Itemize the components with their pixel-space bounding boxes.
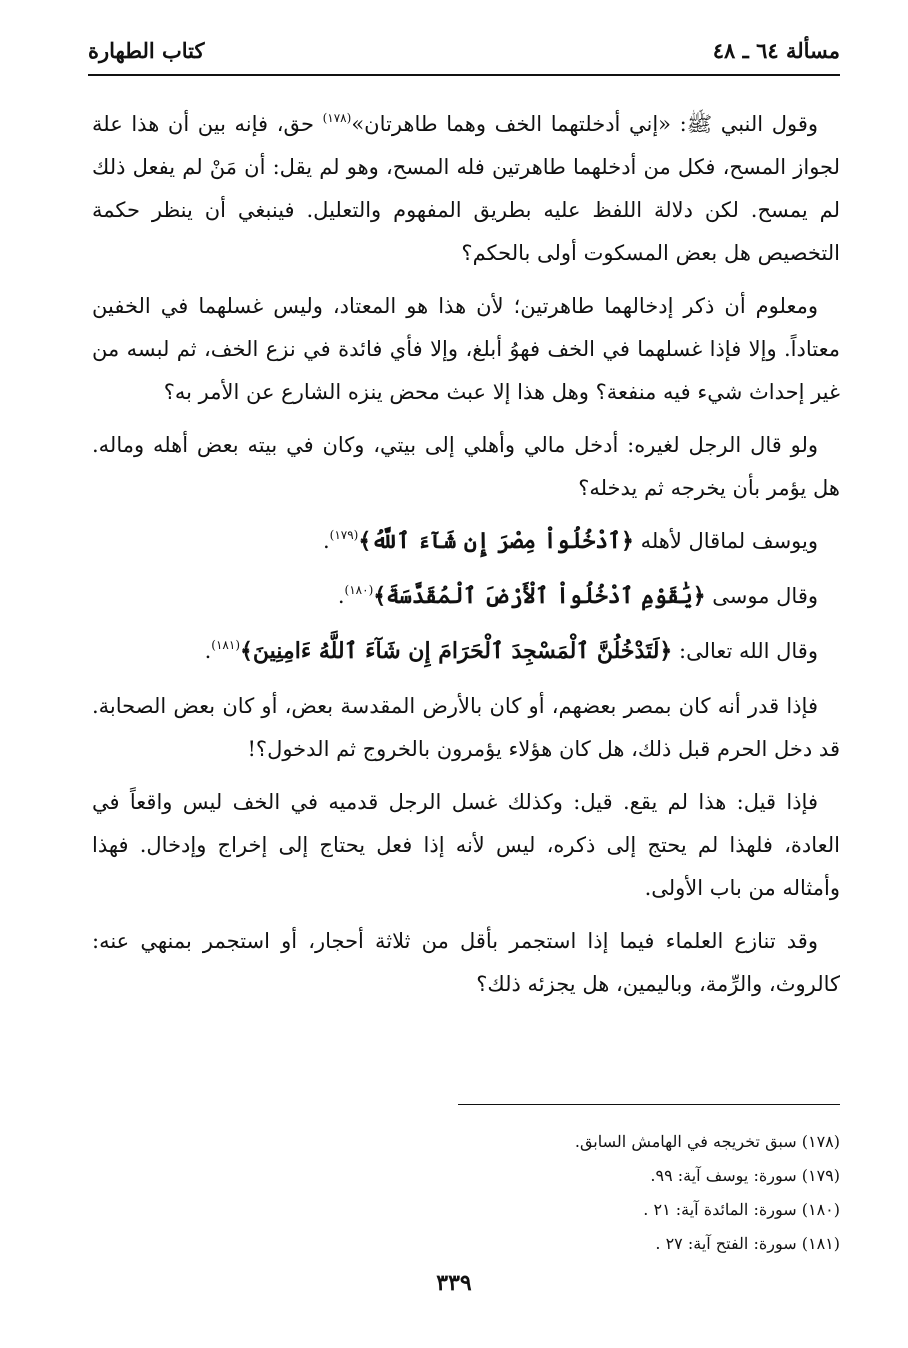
verse-fath-quran: ﴿لَتَدْخُلُنَّ ٱلْمَسْجِدَ ٱلْحَرَامَ إِن شَآءَ ٱللَّهُ ءَامِنِينَ﴾ <box>240 638 673 664</box>
footnote-ref-179[interactable]: (١٧٩) <box>329 528 359 542</box>
section-label: مسألة ٦٤ ـ ٤٨ <box>712 38 840 63</box>
verse-musa-quran: ﴿يَٰقَوْمِ ٱدْخُلُواْ ٱلْأَرْضَ ٱلْمُقَدَّسَةَ﴾ <box>373 583 706 609</box>
verse-yusuf-quran: ﴿ٱدْخُلُواْ مِصْرَ إِن شَآءَ ٱللَّهُ﴾ <box>358 528 634 554</box>
footnote-ref-178[interactable]: (١٧٨) <box>322 111 352 125</box>
paragraph-4: فإذا قدر أنه كان بمصر بعضهم، أو كان بالأرض المقدسة بعض، أو كان بعض الصحابة. قد دخل الحرم قبل ذلك، هل كان هؤلاء يؤمرون بالخروج ثم الدخول؟! <box>92 694 840 761</box>
footnotes <box>300 1125 840 1261</box>
paragraph-5: فإذا قيل: هذا لم يقع. قيل: وكذلك غسل الرجل قدميه في الخف ليس واقعاً في العادة، فلهذا لم يحتج إلى ذكره، ليس لأنه إذا فعل يحتاج إلى إخراج وإدخال. فهذا وأمثاله من باب الأولى. <box>92 790 840 900</box>
paragraph-2: ومعلوم أن ذكر إدخالهما طاهرتين؛ لأن هذا هو المعتاد، وليس غسلهما في الخفين معتاداً. وإلا فإذا غسلهما في الخف فهوُ أبلغ، وإلا فأي فائدة في نزع الخف، ثم لبسه من غير إحداث شيء فيه منفعة؟ وهل هذا إلا عبث محض ينزه الشارع عن الأمر به؟ <box>92 294 840 404</box>
page-number: ٣٣٩ <box>436 1270 472 1296</box>
verse-fath-intro: وقال الله تعالى: <box>672 639 818 663</box>
verse-fath <box>92 630 840 673</box>
paragraph-1-rest: حق، فإنه بين أن هذا علة لجواز المسح، فكل من أدخلهما طاهرتين فله المسح، وهو لم يقل: أن مَنْ لم يفعل ذلك لم يمسح. لكن دلالة اللفظ عليه بطريق المفهوم والتعليل. فينبغي أن ينظر حكمة التخصيص هل بعض المسكوت أولى بالحكم؟ <box>92 112 840 265</box>
verse-yusuf <box>92 520 840 563</box>
book-title: كتاب الطهارة <box>88 38 205 63</box>
footnote-ref-181[interactable]: (١٨١) <box>211 638 241 652</box>
body-text <box>92 103 840 1016</box>
running-header <box>88 38 840 74</box>
verse-musa-intro: وقال موسى <box>705 584 818 608</box>
footnote-178: (١٧٨) سبق تخريجه في الهامش السابق. <box>574 1132 840 1151</box>
footnote-180: (١٨٠) سورة: المائدة آية: ٢١ . <box>643 1200 840 1219</box>
paragraph-1 <box>92 103 840 275</box>
paragraph-6: وقد تنازع العلماء فيما إذا استجمر بأقل من ثلاثة أحجار، أو استجمر بمنهي عنه: كالروث، والرِّمة، وباليمين، هل يجزئه ذلك؟ <box>92 929 840 996</box>
verse-yusuf-end: . <box>322 529 330 553</box>
footnote-ref-180[interactable]: (١٨٠) <box>344 583 374 597</box>
header-rule <box>88 74 840 76</box>
paragraph-3: ولو قال الرجل لغيره: أدخل مالي وأهلي إلى بيتي، وكان في بيته بعض أهله وماله. هل يؤمر بأن يخرجه ثم يدخله؟ <box>92 433 840 500</box>
footnote-rule <box>458 1104 840 1105</box>
verse-yusuf-intro: ويوسف لماقال لأهله <box>633 529 818 553</box>
verse-musa <box>92 575 840 618</box>
verse-musa-end: . <box>337 584 345 608</box>
footnote-181: (١٨١) سورة: الفتح آية: ٢٧ . <box>655 1234 840 1253</box>
verse-fath-end: . <box>204 639 212 663</box>
footnote-179: (١٧٩) سورة: يوسف آية: ٩٩. <box>650 1166 840 1185</box>
paragraph-1-text: وقول النبي ﷺ: «إني أدخلتهما الخف وهما طاهرتان» <box>351 112 819 136</box>
